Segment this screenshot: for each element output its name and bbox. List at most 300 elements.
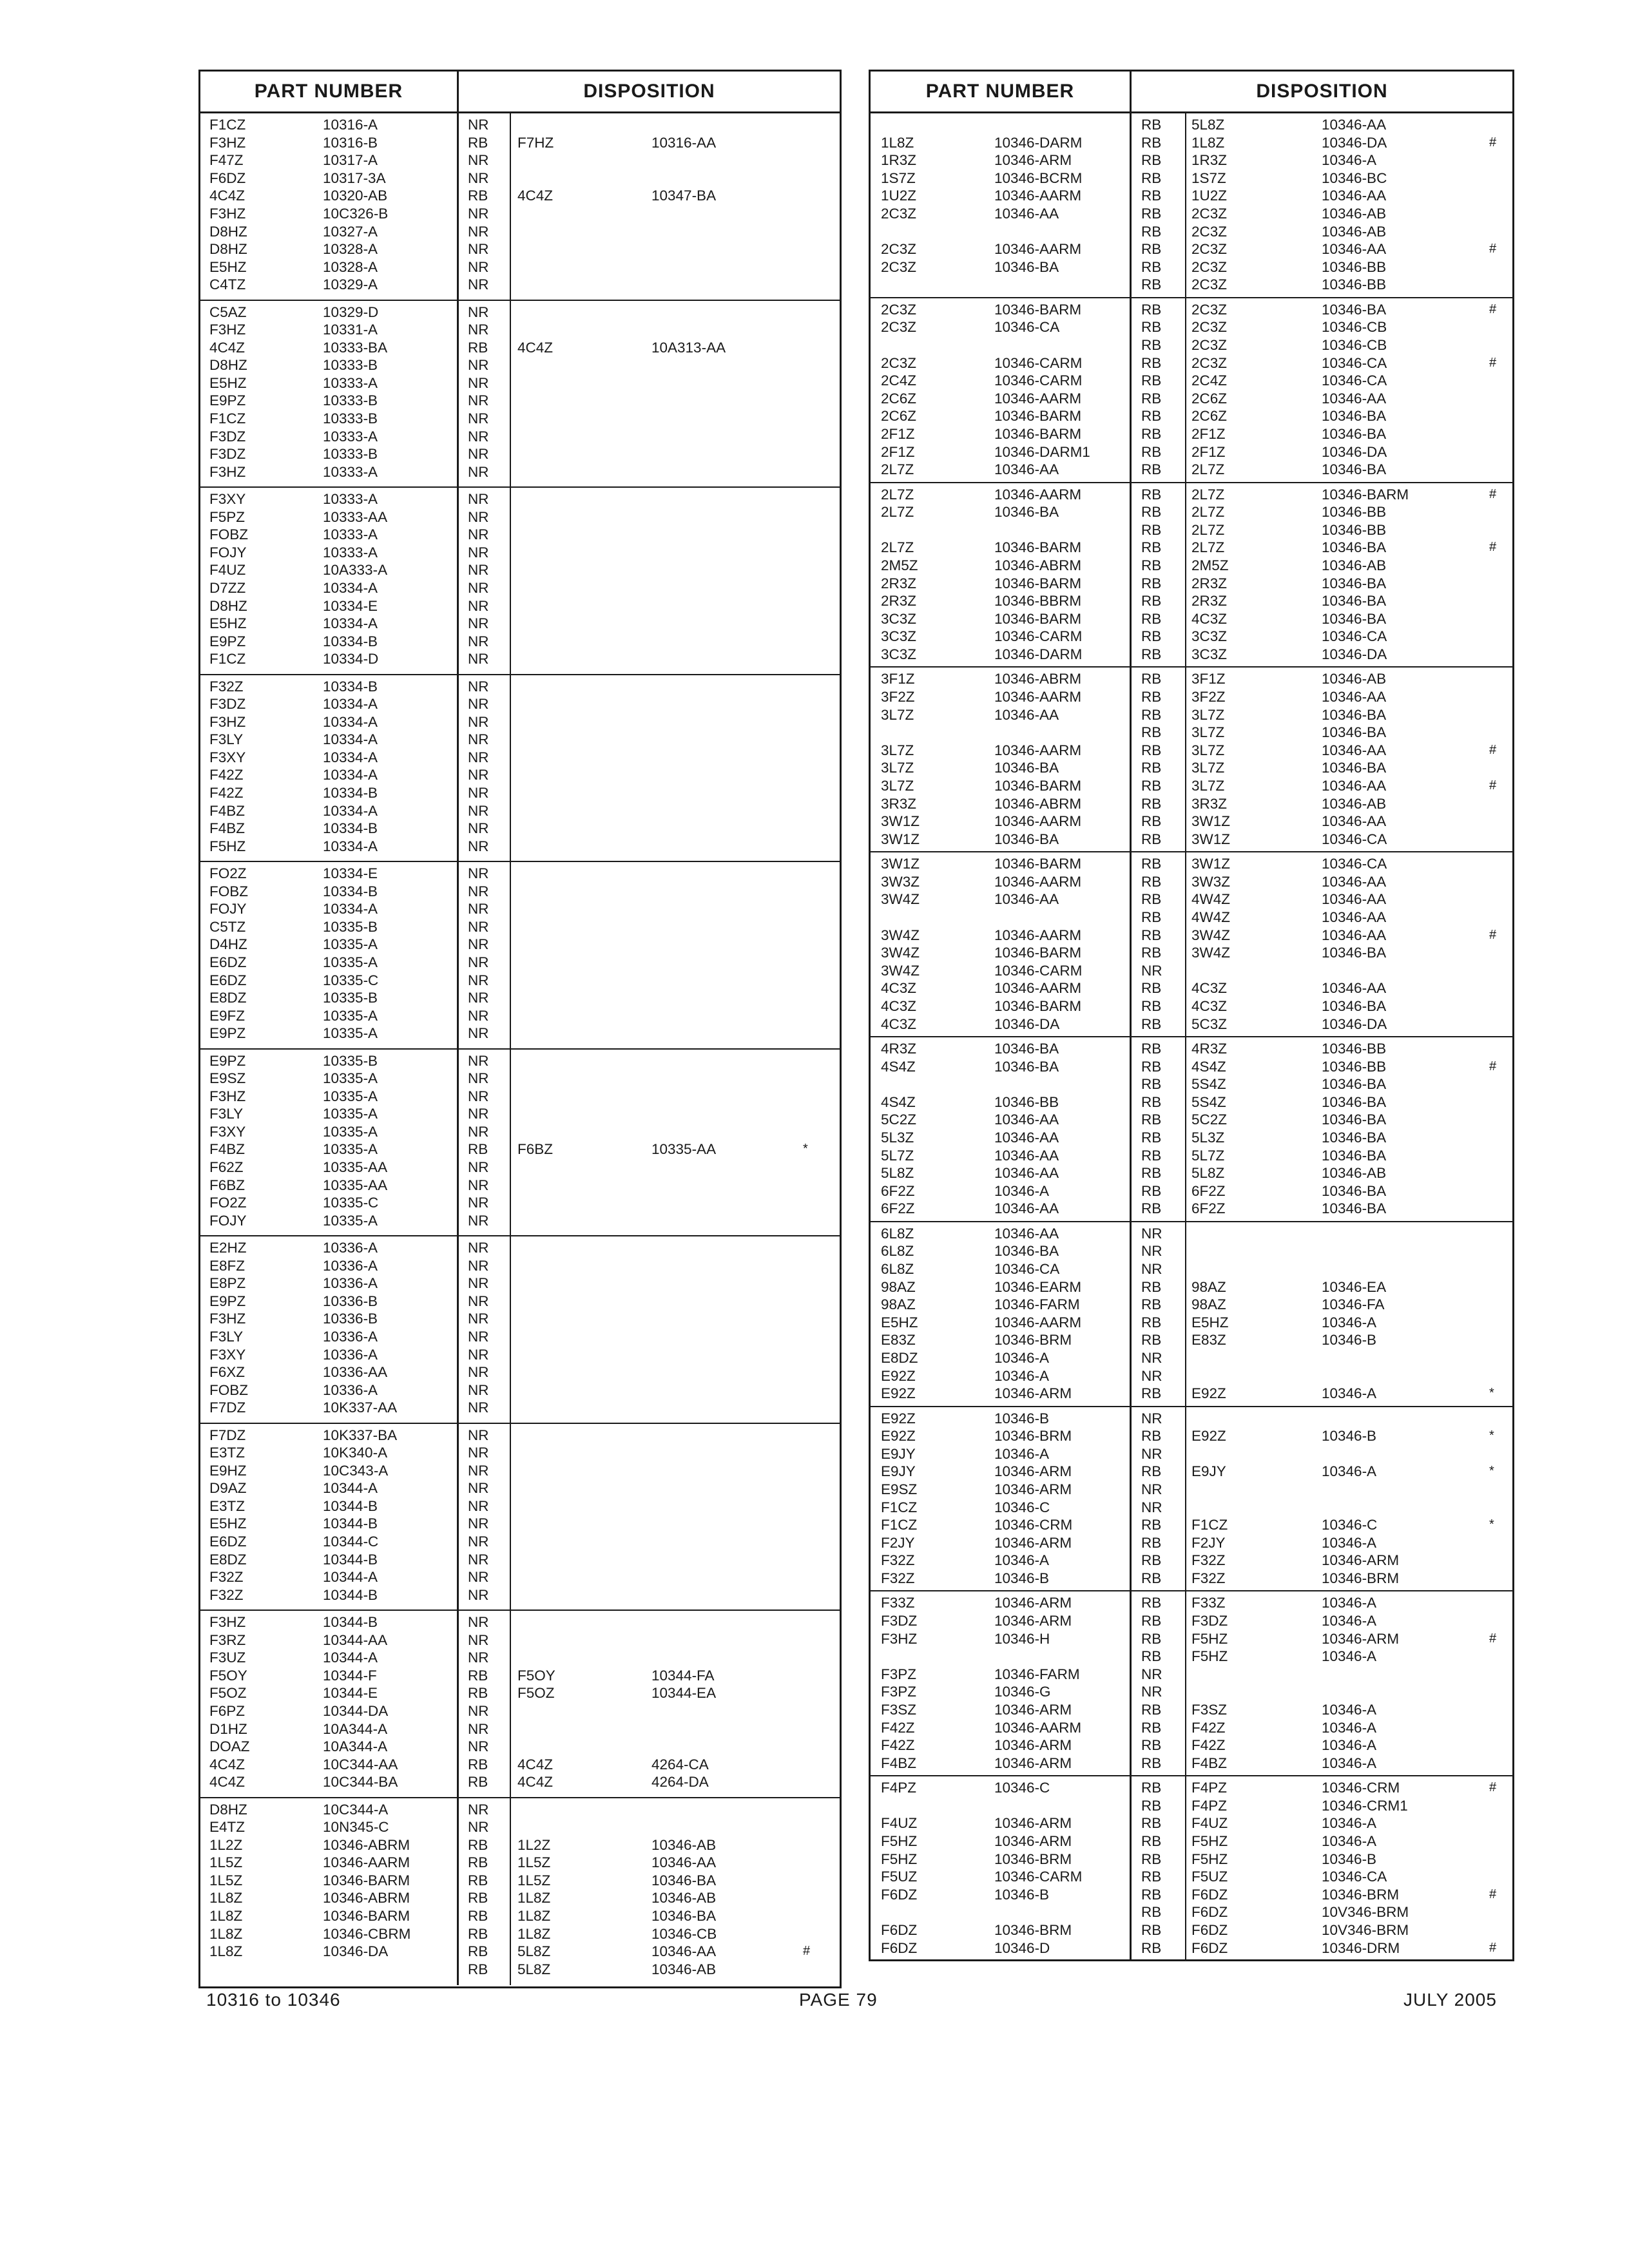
table-row: [871, 777, 1512, 795]
disposition-header: DISPOSITION: [1256, 81, 1388, 102]
disposition-code: NR: [468, 446, 489, 463]
disposition-code: RB: [1141, 1737, 1162, 1754]
disposition-code: NR: [468, 258, 489, 275]
table-row: [200, 1363, 840, 1381]
base-number: 10335-A: [323, 1007, 378, 1024]
disposition-code: RB: [1141, 1832, 1162, 1849]
new-part-number: 2C6Z: [1191, 390, 1228, 407]
disposition-code: RB: [468, 1854, 488, 1871]
table-row: [871, 169, 1512, 187]
part-number: 3F2Z: [881, 688, 915, 705]
base-number: 10346-AARM: [994, 813, 1082, 830]
base-number: 10336-A: [323, 1346, 378, 1363]
part-number: 2M5Z: [881, 557, 918, 573]
disposition-code: NR: [468, 633, 489, 649]
table-row: [200, 865, 840, 883]
table-row: [871, 1385, 1512, 1403]
part-number-header: PART NUMBER: [925, 81, 1075, 102]
new-part-number: E83Z: [1191, 1332, 1226, 1349]
new-part-number: 4W4Z: [1191, 891, 1231, 908]
disposition-code: NR: [468, 1123, 489, 1140]
note-mark: *: [803, 1142, 808, 1157]
table-row: [200, 713, 840, 731]
part-number: E5HZ: [209, 374, 247, 391]
disposition-code: RB: [1141, 205, 1162, 222]
table-row: [871, 610, 1512, 628]
disposition-code: NR: [468, 883, 489, 899]
base-number: 10346-AARM: [994, 742, 1082, 758]
table-row: [871, 1111, 1512, 1129]
disposition-code: NR: [468, 1070, 489, 1087]
disposition-code: RB: [1141, 1093, 1162, 1110]
new-base-number: 10346-C: [1322, 1517, 1378, 1533]
part-number: 3W4Z: [881, 927, 920, 943]
new-base-number: 10346-AB: [1322, 671, 1387, 687]
new-base-number: 10346-CB: [1322, 336, 1387, 353]
new-base-number: 10346-BA: [1322, 1076, 1387, 1093]
disposition-code: NR: [468, 1052, 489, 1069]
disposition-code: RB: [1141, 760, 1162, 776]
part-number: D9AZ: [209, 1480, 247, 1497]
base-number: 10346-ARM: [994, 1463, 1072, 1480]
disposition-code: NR: [1141, 1260, 1162, 1277]
disposition-code: RB: [468, 1774, 488, 1791]
table-row: [871, 1331, 1512, 1349]
base-number: 10317-3A: [323, 169, 386, 186]
part-number: F6XZ: [209, 1364, 246, 1381]
base-number: 10346-A: [994, 1445, 1050, 1462]
base-number: 10344-A: [323, 1480, 378, 1497]
disposition-code: RB: [1141, 1200, 1162, 1217]
disposition-code: NR: [468, 1240, 489, 1256]
row-group: [871, 1222, 1512, 1407]
new-part-number: 3W1Z: [1191, 813, 1231, 830]
disposition-code: NR: [468, 696, 489, 713]
disposition-code: RB: [1141, 1904, 1162, 1921]
disposition-code: RB: [1141, 1463, 1162, 1480]
new-base-number: 10346-BA: [1322, 1182, 1387, 1199]
row-group: [871, 113, 1512, 298]
table-row: [871, 443, 1512, 461]
part-number: 3C3Z: [881, 646, 917, 662]
disposition-code: NR: [468, 1007, 489, 1024]
new-base-number: 10346-BA: [1322, 997, 1387, 1014]
base-number: 10346-G: [994, 1684, 1051, 1700]
base-number: 10346-BARM: [994, 945, 1082, 961]
base-number: 10346-A: [994, 1552, 1050, 1569]
new-base-number: 10346-BA: [1322, 1129, 1387, 1146]
part-number: 6F2Z: [881, 1200, 915, 1217]
disposition-code: RB: [1141, 408, 1162, 425]
row-group: [200, 1236, 840, 1424]
new-part-number: F6DZ: [1191, 1886, 1228, 1903]
disposition-code: NR: [468, 169, 489, 186]
base-number: 10334-A: [323, 767, 378, 783]
part-number: 2C3Z: [881, 205, 917, 222]
disposition-code: NR: [468, 205, 489, 222]
base-number: 10335-B: [323, 990, 378, 1006]
disposition-code: NR: [468, 241, 489, 258]
disposition-code: RB: [468, 1890, 488, 1907]
part-number: FOJY: [209, 544, 247, 561]
base-number: 10346-C: [994, 1780, 1050, 1796]
disposition-code: NR: [468, 152, 489, 169]
part-number: F6PZ: [209, 1702, 246, 1719]
table-row: [871, 1225, 1512, 1243]
part-number: D8HZ: [209, 597, 247, 614]
disposition-code: RB: [1141, 856, 1162, 872]
table-row: [871, 425, 1512, 443]
part-number: E2HZ: [209, 1240, 247, 1256]
new-part-number: 3L7Z: [1191, 706, 1225, 723]
table-row: [871, 258, 1512, 276]
table-row: [200, 1212, 840, 1230]
disposition-code: RB: [1141, 575, 1162, 591]
disposition-code: NR: [468, 322, 489, 338]
disposition-code: NR: [468, 1614, 489, 1630]
part-number: 4C4Z: [209, 1774, 246, 1791]
table-row: [200, 784, 840, 802]
disposition-code: RB: [468, 1836, 488, 1853]
part-number: F32Z: [209, 1586, 244, 1603]
new-part-number: 1L5Z: [517, 1872, 551, 1888]
new-base-number: 10346-CA: [1322, 628, 1387, 645]
disposition-code: RB: [1141, 1385, 1162, 1402]
table-row: [871, 1612, 1512, 1630]
disposition-code: NR: [468, 428, 489, 445]
new-part-number: 3C3Z: [1191, 646, 1228, 662]
new-base-number: 10346-BA: [1322, 706, 1387, 723]
part-number: F3HZ: [209, 713, 246, 730]
note-mark: #: [1489, 1887, 1497, 1901]
table-row: [871, 539, 1512, 557]
new-part-number: 5L8Z: [1191, 117, 1225, 133]
base-number: 10335-A: [323, 1212, 378, 1229]
table-row: [200, 1274, 840, 1293]
note-mark: #: [1489, 1631, 1497, 1646]
new-part-number: 2C3Z: [1191, 223, 1228, 240]
table-row: [200, 650, 840, 668]
table-row: [200, 695, 840, 713]
disposition-code: NR: [468, 678, 489, 695]
base-number: 10336-A: [323, 1328, 378, 1345]
new-part-number: 2R3Z: [1191, 593, 1228, 610]
table-row: [871, 890, 1512, 908]
new-part-number: 2C3Z: [1191, 276, 1228, 293]
new-part-number: 6F2Z: [1191, 1200, 1226, 1217]
new-part-number: 4R3Z: [1191, 1040, 1228, 1057]
new-part-number: 3F2Z: [1191, 688, 1226, 705]
new-base-number: 10346-ARM: [1322, 1552, 1400, 1569]
table-row: [200, 1649, 840, 1667]
table-row: [200, 1551, 840, 1569]
part-number: 2R3Z: [881, 593, 917, 610]
new-base-number: 10346-A: [1322, 1832, 1377, 1849]
base-number: 10346-BRM: [994, 1332, 1072, 1349]
base-number: 10334-E: [323, 597, 378, 614]
table-row: [871, 742, 1512, 760]
part-number: F5OZ: [209, 1685, 247, 1702]
new-base-number: 10346-A: [1322, 1719, 1377, 1736]
new-base-number: 10346-CA: [1322, 856, 1387, 872]
part-number: 2C3Z: [881, 258, 917, 275]
disposition-code: RB: [1141, 1147, 1162, 1164]
part-number: F33Z: [881, 1595, 915, 1611]
disposition-code: RB: [1141, 1630, 1162, 1647]
base-number: 10346-BA: [994, 1243, 1059, 1260]
base-number: 10346-FARM: [994, 1666, 1080, 1682]
table-row: [871, 301, 1512, 319]
disposition-code: RB: [1141, 1314, 1162, 1331]
table-row: [871, 795, 1512, 813]
disposition-code: NR: [468, 838, 489, 854]
new-part-number: 4C3Z: [1191, 980, 1228, 997]
table-row: [200, 615, 840, 633]
part-number: F3HZ: [209, 463, 246, 480]
note-mark: #: [803, 1944, 811, 1959]
part-number: E9PZ: [209, 1052, 246, 1069]
disposition-code: RB: [1141, 1815, 1162, 1832]
base-number: 10346-ARM: [994, 1481, 1072, 1497]
disposition-code: NR: [468, 117, 489, 133]
table-row: [200, 321, 840, 339]
part-number: E9FZ: [209, 1007, 246, 1024]
disposition-code: RB: [468, 1925, 488, 1942]
table-row: [871, 1314, 1512, 1332]
disposition-code: NR: [468, 767, 489, 783]
new-part-number: 2F1Z: [1191, 425, 1226, 442]
note-mark: *: [1489, 1428, 1494, 1443]
table-row: [200, 678, 840, 696]
disposition-code: NR: [1141, 1481, 1162, 1497]
disposition-code: NR: [1141, 1684, 1162, 1700]
disposition-code: NR: [468, 374, 489, 391]
new-base-number: 10346-BA: [1322, 1093, 1387, 1110]
table-row: [871, 1630, 1512, 1648]
new-part-number: 2C3Z: [1191, 319, 1228, 336]
table-row: [200, 1889, 840, 1907]
new-base-number: 10346-CA: [1322, 372, 1387, 389]
part-number: D1HZ: [209, 1720, 247, 1737]
table-row: [871, 1129, 1512, 1147]
disposition-code: NR: [468, 1106, 489, 1122]
base-number: 10333-B: [323, 410, 378, 427]
base-number: 10327-A: [323, 223, 378, 240]
table-row: [871, 240, 1512, 258]
part-number: 1L8Z: [209, 1890, 243, 1907]
base-number: 10346-CARM: [994, 354, 1083, 371]
note-mark: #: [1489, 486, 1497, 501]
new-part-number: F5HZ: [1191, 1630, 1228, 1647]
base-number: 10334-A: [323, 696, 378, 713]
table-row: [200, 989, 840, 1007]
new-base-number: 10346-CRM1: [1322, 1797, 1408, 1814]
table-row: [200, 508, 840, 526]
table-row: [871, 688, 1512, 706]
part-number: E8DZ: [209, 1551, 247, 1568]
table-row: [200, 1568, 840, 1586]
disposition-code: RB: [468, 1141, 488, 1158]
note-mark: #: [1489, 242, 1497, 256]
note-mark: #: [1489, 778, 1497, 793]
table-row: [200, 392, 840, 410]
new-base-number: 10346-BA: [1322, 1111, 1387, 1128]
table-row: [871, 1058, 1512, 1076]
part-number: E9HZ: [209, 1462, 247, 1479]
new-part-number: F7HZ: [517, 134, 554, 151]
new-base-number: 4264-CA: [651, 1756, 709, 1773]
disposition-code: RB: [468, 134, 488, 151]
table-row: [871, 486, 1512, 504]
part-number: E6DZ: [209, 1533, 247, 1550]
new-part-number: F6DZ: [1191, 1904, 1228, 1921]
table-row: [871, 1701, 1512, 1719]
disposition-header: DISPOSITION: [583, 81, 715, 102]
base-number: 10346-A: [994, 1367, 1050, 1384]
table-row: [200, 1346, 840, 1364]
table-row: [871, 1719, 1512, 1737]
new-part-number: E92Z: [1191, 1385, 1226, 1402]
disposition-code: NR: [468, 731, 489, 748]
base-number: 10346-AA: [994, 1200, 1059, 1217]
new-part-number: 1L8Z: [517, 1908, 551, 1925]
disposition-code: NR: [468, 597, 489, 614]
base-number: 10346-BARM: [323, 1872, 410, 1888]
table-row: [871, 461, 1512, 479]
new-part-number: F3DZ: [1191, 1612, 1228, 1629]
base-number: 10333-AA: [323, 508, 388, 525]
base-number: 10329-A: [323, 276, 378, 293]
part-number: 6L8Z: [881, 1260, 914, 1277]
base-number: 10334-E: [323, 865, 378, 881]
new-part-number: 5L3Z: [1191, 1129, 1225, 1146]
new-base-number: 10346-BB: [1322, 1040, 1387, 1057]
new-base-number: 10316-AA: [651, 134, 717, 151]
part-number: E5HZ: [209, 615, 247, 632]
new-base-number: 10346-AA: [1322, 187, 1387, 204]
base-number: 10346-AA: [994, 1225, 1059, 1242]
note-mark: #: [1489, 540, 1497, 555]
part-number: F6DZ: [209, 169, 246, 186]
disposition-code: RB: [1141, 319, 1162, 336]
part-number: 2C3Z: [881, 301, 917, 318]
new-base-number: 10346-A: [1322, 1754, 1377, 1771]
disposition-code: RB: [1141, 1058, 1162, 1075]
new-base-number: 10346-AA: [1322, 688, 1387, 705]
base-number: 10336-B: [323, 1311, 378, 1327]
note-mark: #: [1489, 927, 1497, 942]
part-number: 1L8Z: [209, 1908, 243, 1925]
part-number: F6DZ: [881, 1886, 918, 1903]
new-part-number: F5UZ: [1191, 1869, 1228, 1885]
disposition-code: RB: [1141, 1278, 1162, 1295]
table-row: [200, 1462, 840, 1480]
note-mark: #: [1489, 355, 1497, 370]
new-part-number: 4C4Z: [517, 339, 554, 356]
part-number: E92Z: [881, 1428, 916, 1445]
base-number: 10346-B: [994, 1570, 1050, 1586]
base-number: 10346-BA: [994, 760, 1059, 776]
part-number: 2F1Z: [881, 425, 915, 442]
table-row: [200, 223, 840, 241]
base-number: 10346-ARM: [994, 1832, 1072, 1849]
new-part-number: F5HZ: [1191, 1850, 1228, 1867]
disposition-code: RB: [1141, 1797, 1162, 1814]
table-row: [200, 1381, 840, 1399]
table-row: [871, 134, 1512, 152]
base-number: 10346-BA: [994, 504, 1059, 521]
new-part-number: 4W4Z: [1191, 908, 1231, 925]
part-number: C4TZ: [209, 276, 246, 293]
table-row: [871, 1594, 1512, 1612]
base-number: 10334-A: [323, 713, 378, 730]
new-base-number: 10346-DA: [1322, 443, 1387, 460]
base-number: 10346-AARM: [994, 390, 1082, 407]
table-row: [871, 1499, 1512, 1517]
base-number: 10344-A: [323, 1649, 378, 1666]
disposition-code: NR: [468, 1480, 489, 1497]
base-number: 10346-AARM: [994, 1314, 1082, 1331]
disposition-code: RB: [1141, 539, 1162, 556]
base-number: 10346-A: [994, 1182, 1050, 1199]
disposition-code: RB: [1141, 1850, 1162, 1867]
note-mark: *: [1489, 1386, 1494, 1401]
base-number: 10336-A: [323, 1240, 378, 1256]
table-row: [200, 134, 840, 152]
table-row: [871, 1534, 1512, 1552]
base-number: 10346-BARM: [994, 539, 1082, 556]
part-number: 3C3Z: [881, 610, 917, 627]
part-number: FOBZ: [209, 1381, 248, 1398]
new-part-number: 2L7Z: [1191, 461, 1225, 478]
base-number: 10333-B: [323, 357, 378, 374]
base-number: 10A333-A: [323, 562, 388, 579]
new-base-number: 10346-AA: [1322, 241, 1387, 258]
part-number: F3XY: [209, 1346, 246, 1363]
part-number: E6DZ: [209, 972, 247, 988]
table-row: [200, 633, 840, 651]
disposition-code: RB: [1141, 1595, 1162, 1611]
disposition-code: RB: [1141, 1332, 1162, 1349]
table-row: [871, 1147, 1512, 1165]
part-number: 1L8Z: [209, 1943, 243, 1960]
note-mark: #: [1489, 1059, 1497, 1073]
table-row: [871, 1349, 1512, 1367]
new-base-number: 10344-FA: [651, 1667, 715, 1684]
table-row: [200, 954, 840, 972]
disposition-code: NR: [468, 802, 489, 819]
base-number: 10344-B: [323, 1515, 378, 1532]
new-part-number: F4PZ: [1191, 1780, 1228, 1796]
base-number: 10346-BARM: [994, 856, 1082, 872]
base-number: 10346-ABRM: [994, 557, 1082, 573]
base-number: 10336-AA: [323, 1364, 388, 1381]
table-row: [871, 1939, 1512, 1957]
table-row: [871, 276, 1512, 294]
table-row: [871, 1242, 1512, 1260]
base-number: 10346-BARM: [994, 610, 1082, 627]
part-number: F3HZ: [209, 1088, 246, 1104]
new-part-number: F6DZ: [1191, 1921, 1228, 1938]
disposition-code: RB: [1141, 1570, 1162, 1586]
base-number: 10336-B: [323, 1293, 378, 1309]
base-number: 10346-BBRM: [994, 593, 1082, 610]
disposition-code: NR: [468, 1293, 489, 1309]
part-number: 3L7Z: [881, 777, 914, 794]
table-row: [200, 597, 840, 615]
part-number: C5TZ: [209, 918, 246, 935]
note-mark: #: [1489, 302, 1497, 316]
